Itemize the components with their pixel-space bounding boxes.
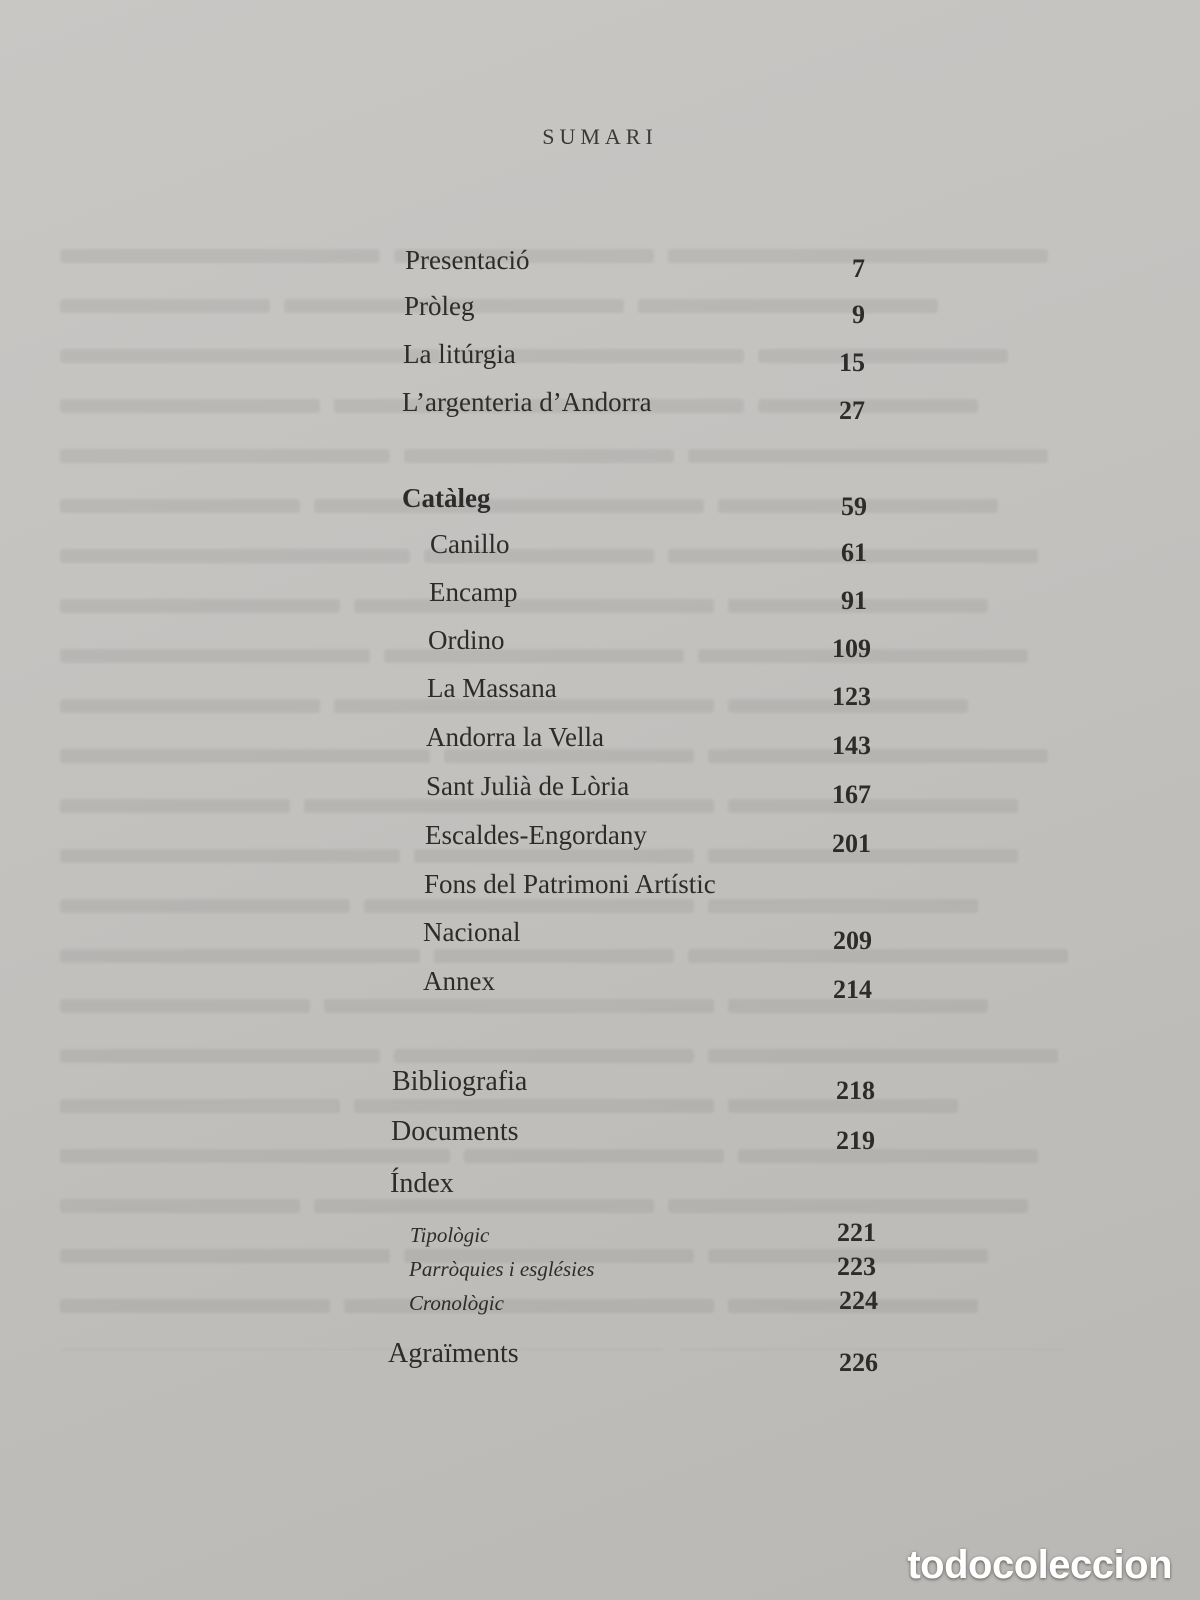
toc-entry-label: L’argenteria d’Andorra xyxy=(402,387,652,417)
toc-entry-canillo xyxy=(430,520,867,567)
toc-entry-annex xyxy=(423,957,872,1004)
toc-entry-page: 15 xyxy=(839,348,865,377)
toc-entry-proleg xyxy=(404,282,865,329)
toc-entry-label: Sant Julià de Lòria xyxy=(426,771,630,801)
toc-entry-label: Catàleg xyxy=(402,483,491,513)
toc-entry-page: 224 xyxy=(839,1286,878,1315)
toc-entry-page: 91 xyxy=(841,586,867,615)
toc-entry-label: Fons del Patrimoni Artístic xyxy=(424,869,716,899)
toc-entry-presentacio xyxy=(405,236,865,283)
toc-entry-page: 214 xyxy=(833,975,872,1004)
toc-entry-label: La litúrgia xyxy=(403,339,516,369)
toc-entry-page: 221 xyxy=(837,1218,876,1247)
toc-entry-sant-julia xyxy=(426,762,871,809)
toc-entry-page: 201 xyxy=(832,829,871,858)
toc-entry-la-massana xyxy=(427,664,871,711)
toc-entry-nacional xyxy=(423,908,872,955)
toc-entry-page: 9 xyxy=(852,300,865,329)
toc-entry-label: Presentació xyxy=(405,245,530,275)
toc-entry-label: Bibliografia xyxy=(392,1066,528,1097)
toc-entry-andorra-la-vella xyxy=(426,713,871,760)
toc-entry-page: 223 xyxy=(837,1252,876,1281)
toc-entry-cataleg xyxy=(402,474,867,521)
toc-entry-page: 209 xyxy=(833,926,872,955)
toc-entry-fons-patrimoni xyxy=(424,860,871,900)
toc-entry-page: 123 xyxy=(832,682,871,711)
toc-entry-page: 59 xyxy=(841,492,867,521)
toc-entry-ordino xyxy=(428,616,871,663)
toc-entry-encamp xyxy=(429,568,867,615)
toc-entry-agraiments xyxy=(388,1330,878,1377)
watermark-logo: todocoleccion xyxy=(907,1543,1172,1587)
toc-entry-cronologic xyxy=(409,1282,878,1316)
toc-entry-page: 218 xyxy=(836,1076,875,1105)
toc-entry-page: 143 xyxy=(832,731,871,760)
toc-entry-label: Andorra la Vella xyxy=(426,722,604,752)
toc-entry-page: 167 xyxy=(832,780,871,809)
toc-entry-index xyxy=(390,1160,875,1200)
toc-entry-label: Escaldes-Engordany xyxy=(425,820,647,850)
toc-entry-label: Cronològic xyxy=(409,1291,504,1315)
toc-entry-liturgia xyxy=(403,330,865,377)
toc-entry-bibliografia xyxy=(392,1058,875,1105)
toc-entry-label: Índex xyxy=(390,1168,454,1199)
toc-entry-page: 226 xyxy=(839,1348,878,1377)
toc-entry-label: La Massana xyxy=(427,673,557,703)
toc-entry-label: Pròleg xyxy=(404,291,475,321)
page-title: SUMARI xyxy=(542,124,658,149)
toc-entry-label: Agraïments xyxy=(388,1338,519,1369)
toc-entry-parroquies xyxy=(409,1248,876,1282)
toc-entry-label: Tipològic xyxy=(410,1223,490,1247)
toc-entry-label: Documents xyxy=(391,1116,519,1147)
toc-entry-argenteria xyxy=(402,378,865,425)
toc-entry-label: Canillo xyxy=(430,529,510,559)
toc-entry-label: Ordino xyxy=(428,625,505,655)
toc-entry-label: Annex xyxy=(423,966,495,996)
toc-entry-tipologic xyxy=(410,1214,876,1248)
toc-entry-page: 61 xyxy=(841,538,867,567)
toc-entry-page: 109 xyxy=(832,634,871,663)
toc-entry-label: Parròquies i esglésies xyxy=(409,1257,595,1281)
toc-entry-label: Encamp xyxy=(429,577,518,607)
toc-entry-page: 27 xyxy=(839,396,865,425)
toc-entry-escaldes xyxy=(425,811,871,858)
toc-entry-label: Nacional xyxy=(423,917,521,947)
toc-entry-page: 7 xyxy=(852,254,865,283)
toc-entry-documents xyxy=(391,1108,875,1155)
toc-entry-page: 219 xyxy=(836,1126,875,1155)
